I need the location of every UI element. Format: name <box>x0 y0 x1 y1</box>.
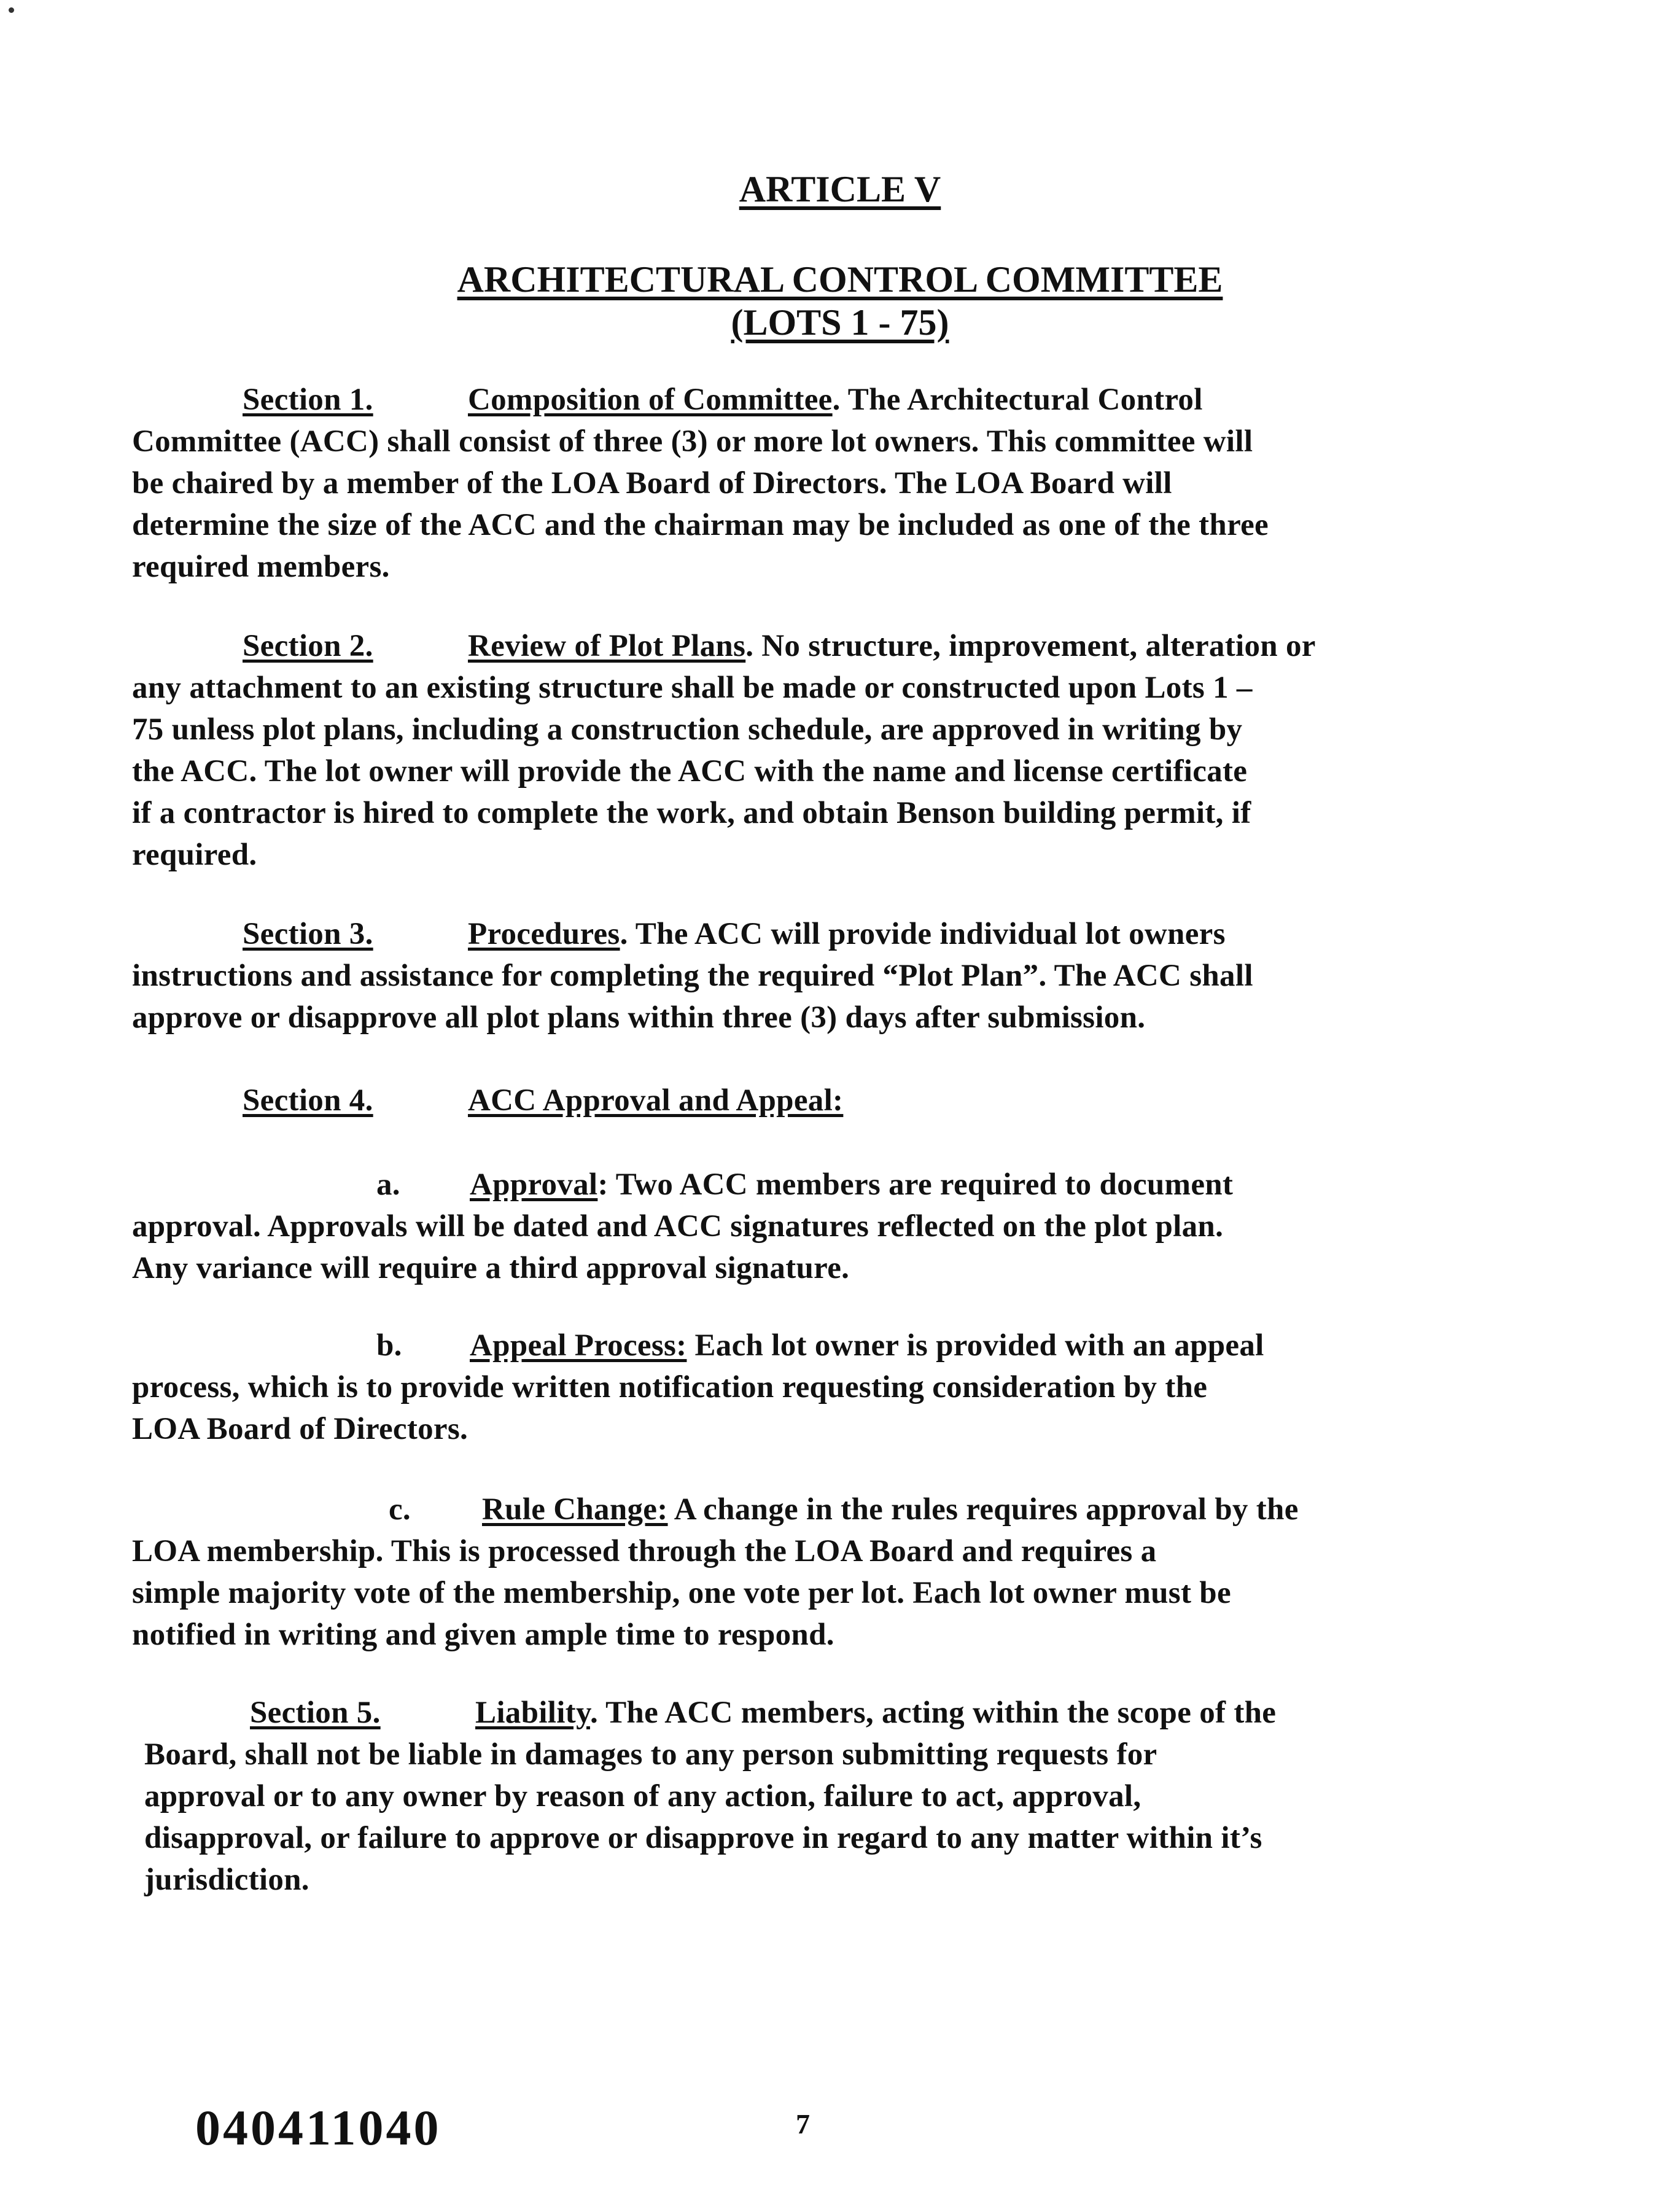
section-2-line: required. <box>132 838 257 872</box>
subsection-c <box>132 1489 1477 1656</box>
section-2-line: 75 unless plot plans, including a construction schedule, are approved in writing by <box>132 712 1243 747</box>
scan-speck <box>9 7 14 13</box>
subsection-c-heading: Rule Change: <box>482 1492 668 1527</box>
subsection-c-letter: c. <box>389 1492 411 1527</box>
section-3-label: Section 3. <box>243 917 373 951</box>
subsection-c-line: simple majority vote of the membership, one vote per lot. Each lot owner must be <box>132 1576 1231 1610</box>
section-5-line: . The ACC members, acting within the scope of the <box>589 1696 1277 1730</box>
section-2-line: any attachment to an existing structure shall be made or constructed upon Lots 1 – <box>132 671 1253 705</box>
article-title: ARCHITECTURAL CONTROL COMMITTEE <box>457 259 1223 300</box>
section-4 <box>132 1080 1477 1121</box>
section-1-line: . The Architectural Control <box>832 383 1203 417</box>
subsection-a-line: approval. Approvals will be dated and ACC signatures reflected on the plot plan. <box>132 1209 1224 1244</box>
subsection-a-line: Any variance will require a third approval signature. <box>132 1251 850 1285</box>
section-1 <box>132 379 1477 588</box>
subsection-c-line: notified in writing and given ample time to respond. <box>132 1618 834 1652</box>
article-heading: ARTICLE V <box>739 169 941 209</box>
subsection-c-line: A change in the rules requires approval by the <box>667 1492 1299 1527</box>
section-2-label: Section 2. <box>243 629 373 663</box>
section-2-line: if a contractor is hired to complete the work, and obtain Benson building permit, if <box>132 796 1251 830</box>
section-2-line: the ACC. The lot owner will provide the ACC with the name and license certificate <box>132 754 1248 789</box>
page-number: 7 <box>796 2108 810 2140</box>
section-1-heading: Composition of Committee <box>468 383 833 417</box>
section-3-line: . The ACC will provide individual lot owners <box>620 917 1226 951</box>
section-5-heading: Liability <box>475 1696 590 1730</box>
subsection-a-line: : Two ACC members are required to document <box>597 1167 1234 1202</box>
section-3-heading: Procedures <box>468 917 620 951</box>
subsection-a-heading: Approval <box>470 1167 598 1202</box>
section-2-heading: Review of Plot Plans <box>468 629 746 663</box>
section-1-line: determine the size of the ACC and the chairman may be included as one of the three <box>132 508 1269 542</box>
subsection-a-letter: a. <box>376 1167 400 1202</box>
section-4-label: Section 4. <box>243 1083 373 1118</box>
section-5-line: approval or to any owner by reason of any action, failure to act, approval, <box>144 1779 1141 1813</box>
section-4-heading: ACC Approval and Appeal: <box>468 1083 844 1118</box>
section-5-label: Section 5. <box>250 1696 381 1730</box>
subsection-b-line: Each lot owner is provided with an appeal <box>686 1328 1264 1363</box>
section-1-label: Section 1. <box>243 383 373 417</box>
section-5-line: Board, shall not be liable in damages to any person submitting requests for <box>144 1737 1157 1772</box>
subsection-c-line: LOA membership. This is processed through the LOA Board and requires a <box>132 1534 1157 1568</box>
section-5-line: disapproval, or failure to approve or disapprove in regard to any matter within it’s <box>144 1821 1262 1855</box>
section-1-line: be chaired by a member of the LOA Board of Directors. The LOA Board will <box>132 466 1172 501</box>
section-2 <box>132 625 1477 876</box>
section-2-line: . No structure, improvement, alteration or <box>745 629 1316 663</box>
subsection-b <box>132 1325 1477 1450</box>
subsection-b-line: LOA Board of Directors. <box>132 1412 469 1446</box>
section-1-line: required members. <box>132 550 390 584</box>
document-number: 040411040 <box>195 2100 441 2156</box>
section-5 <box>132 1692 1477 1901</box>
subsection-b-heading: Appeal Process: <box>470 1328 687 1363</box>
section-1-line: Committee (ACC) shall consist of three (3) or more lot owners. This committee will <box>132 424 1253 459</box>
section-3 <box>132 913 1477 1038</box>
subsection-b-letter: b. <box>376 1328 402 1363</box>
subsection-a <box>132 1164 1477 1289</box>
section-3-line: approve or disapprove all plot plans within three (3) days after submission. <box>132 1000 1146 1035</box>
article-subtitle: (LOTS 1 - 75) <box>731 302 949 343</box>
subsection-b-line: process, which is to provide written notification requesting consideration by the <box>132 1370 1208 1404</box>
section-5-line: jurisdiction. <box>144 1863 309 1897</box>
section-3-line: instructions and assistance for completing the required “Plot Plan”. The ACC shall <box>132 959 1253 993</box>
